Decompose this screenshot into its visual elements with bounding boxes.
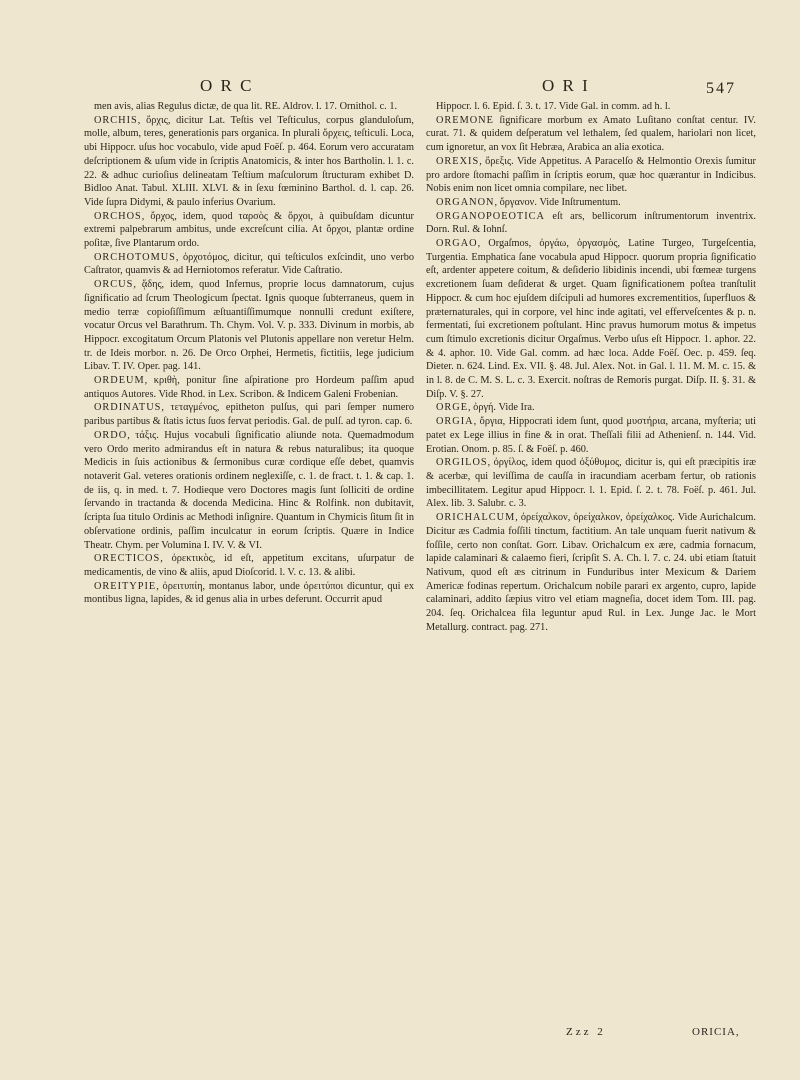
dictionary-entry (426, 237, 756, 401)
dictionary-entry (426, 155, 756, 196)
entry-headword: OREITYPIE (94, 580, 157, 592)
entry-headword: ORGAO (436, 238, 478, 250)
entry-headword: ORCUS (94, 279, 134, 291)
entry-headword: ORGILOS (436, 457, 488, 469)
dictionary-entry (84, 251, 414, 278)
dictionary-entry (426, 100, 756, 114)
dictionary-entry (426, 456, 756, 511)
dictionary-entry (84, 401, 414, 428)
dictionary-entry (84, 100, 414, 114)
entry-headword: ORGIA (436, 416, 474, 428)
entry-text: , ὄρεξις. Vide Appetitus. A Paracelſo & Helmontio Orexis ſumitur pro ardore ſtomachi paſſim in ſcriptis eorum, quæ hoc quærantur in Indicibus. Nobis enim non licet omnia compilare, nec libet. (426, 155, 756, 195)
entry-text: , ὄρχις, dicitur Lat. Teſtis vel Teſticulus, corpus glanduloſum, molle, album, teres, generationis pars organica. In plurali ὄρχεις, teſticuli. Loca, ubi Hippocr. uſus hoc vocabulo, vide apud Foëſ. p. 464. Eorum vero accuratam deſcriptionem & uſum vide in ſcriptis Anatomicis, & inter hos Bartholin. l. 1. c. 22. & adhuc curioſius delineatam Teſtium maſculorum ſtructuram exhibet D. Bidloo Anat. Tabul. XLIII. XLVI. & in ſexu fœminino Barthol. d. l. cap. 26. Vide ſupra Didymi, & paulo inferius Ovarium. (84, 114, 414, 208)
entry-text: , ὄργανον. Vide Inſtrumentum. (494, 196, 621, 208)
dictionary-entry (84, 429, 414, 552)
entry-headword: ORDO (94, 429, 128, 441)
entry-headword: ORCHOTOMUS (94, 251, 176, 263)
dictionary-entry (426, 415, 756, 456)
entry-headword: ORGE (436, 402, 469, 414)
entry-text: , ὄργια, Hippocrati idem ſunt, quod μυστήρια, arcana, myſteria; uti patet ex Lege illius in fine & in orat. Theſſali filii ad Athenienſ. n. 144. Vid. Erotian. Onom. p. 85. ſ. & Foëſ. p. 460. (426, 416, 756, 455)
dictionary-entry (426, 511, 756, 634)
running-head-right: O R I (542, 76, 590, 95)
entry-headword: OREXIS (436, 155, 480, 167)
dictionary-entry (84, 114, 414, 210)
dictionary-entry (84, 210, 414, 251)
entry-text: , ὀρχοτόμος, dicitur, qui teſticulos exſcindit, uno verbo Caſtrator, quamvis & ad Herniotomos referatur. Vide Caſtratio. (84, 251, 414, 277)
catchword: ORICIA, (692, 1026, 740, 1038)
dictionary-entry (84, 580, 414, 607)
entry-text: , ᾅδης, idem, quod Infernus, proprie locus damnatorum, cujus ſignificatio ad ſcrum Theologicum ſpectat. Ignis quoque ſubterraneus, quem in medio terræ copioſiſſimum æſtuantiſſimumque nonnulli credunt exiſtere, vocatur Orcus vel Barathrum. Th. Chym. Vol. V. p. 333. Divinum in morbis, ab Hippocr. excogitatum Orcum Platonis vel Plutonis appellare non veretur Helm. tr. de Ideis morbor. n. 26. De Orco Orphei, Hermetis, fictitiis, lege judicium Libav. T. IV. Oper. pag. 141. (84, 279, 414, 373)
entry-headword: ORCHOS (94, 210, 142, 222)
dictionary-entry (84, 374, 414, 401)
dictionary-entry (84, 552, 414, 579)
entry-text: , τεταγμένος, epitheton pulſus, qui pari ſemper numero paribus partibus & ſtatis ictus ſuos fervat periodis. Gal. de pulſ. ad tyron. cap. 6. (84, 402, 414, 428)
right-column (426, 100, 756, 634)
entry-headword: ORICHALCUM (436, 512, 516, 524)
entry-text: , ὀργή. Vide Ira. (468, 402, 535, 414)
entry-text: , τάξις. Hujus vocabuli ſignificatio aliunde nota. Quemadmodum vero Ordo merito admirandus eſt in natura & rebus naturalibus; ita quoque Medicis in ſuis actionibus & ſermonibus curæ cordique eſſe debet, quamvis notaverit Gal. veteres orationis ordinem neglexiſſe, c. 1. de fract. t. 1. & cap. 1. de iis, q. in med. t. 7. Hodieque vero Doctores magis ſunt ſolliciti de ordine ſervando in tractanda & docenda Medicina. Hinc & Rolfink. non dubitavit, ſcripta ſua titulo Ordinis ac Methodi inſignire. Quantum in Chymicis ſitum ſit in obſervatione ordinis, paſſim inculcatur in eorum ſcriptis. Quære in Indice Theatr. Chym. per Volumina I. IV. V. & VI. (84, 429, 414, 551)
entry-headword: ORDEUM (94, 375, 145, 387)
dictionary-entry (426, 114, 756, 155)
entry-headword: ORECTICOS (94, 553, 161, 565)
entry-text: men avis, alias Regulus dictæ, de qua lit. RE. Aldrov. l. 17. Ornithol. c. 1. (94, 101, 398, 112)
entry-text: , ὀρείχαλκον, ὀρείχαλκον, ὀρείχαλκος. Vide Aurichalcum. Dicitur æs Cadmia foſſili tinctum, factitium. An tale unquam fuerit nativum & foſſile, certo non conſtat. Gorr. Libav. Orichalcum ex ære, cadmia fornacum, lapide calaminari & calaemo fieri, ſcripſit S. A. Ch. l. 7. c. 24. ubi etiam ſtatuit Nativum, quod eſt æs citrinum in Funduribus inter Mexicum & Dariem Americæ fodinas repertum. Orichalcum nobile parari ex argento, cupro, lapide calaminari, addito ſæpius vitro vel etiam magneſia, docet idem Tom. III. pag. 204. ſeq. Orichalcea fila leguntur apud Rul. in Lex. Junge Jac. le Mort Metallurg. contract. pag. 271. (426, 512, 756, 633)
entry-headword: ORCHIS (94, 114, 138, 126)
entry-headword: OREMONE (436, 114, 494, 126)
entry-text: eſt ars, bellicorum inſtrumentorum inventrix. Dorn. Rul. & Iohnſ. (426, 210, 756, 236)
running-header (0, 76, 800, 100)
entry-text: , Orgaſmos, ὀργάω, ὀργασμὸς, Latine Turgeo, Turgeſcentia, Turgentia. Emphatica ſane vocabula apud Hippocr. quorum propria ſignificatio eſt, ardenter appetere coitum, & deſiderio libidinis incendi, ubi fœmeæ turgens excretionem ſuam deſiderat & urget. Quam ſignificationem poſtea tranſtulit Hippocr. & cum hoc ejuſdem diſcipuli ad humores excrementitios, ſuperfluos & præternaturales, qui in corpore, vel hinc inde agitati, vel efferveſcentes & p. n. fermentati, ſui excretionem poſtulant. Hinc pravus humorum motus & impetus cum ſtimulo excretionis dicitur Orgaſmus. Verbo uſus eſt Hippocr. 1. aphor. 22. & 4. aphor. 10. Vide Gal. comm. ad hæc loca. Adde Foëſ. Oec. p. 459. ſeq. Dieter. n. 624. Lind. Ex. VII. §. 48. Jul. Alex. Not. in Gal. l. 11. M. M. c. 15. & in l. 8. de C. M. S. L. c. 3. Exercit. noſtras de Remoris purgat. Diſp. II. §. 31. & Diſp. V. §. 27. (426, 238, 756, 400)
entry-text: Hippocr. l. 6. Epid. ſ. 3. t. 17. Vide Gal. in comm. ad h. l. (436, 101, 671, 112)
dictionary-entry (84, 278, 414, 374)
signature-mark: Zzz 2 (566, 1026, 606, 1038)
entry-text: , ὀρεκτικὸς, id eſt, appetitum excitans, uſurpatur de medicamentis, de vino & aliis, apud Dioſcorid. l. V. c. 13. & alibi. (84, 553, 414, 578)
entry-text: , ὀργίλος, idem quod ὀξύθυμος, dicitur is, qui eſt præcipitis iræ & acerbæ, qui leviſſima de cauſſa in iracundiam acerbam fertur, ob rationis imbecillitatem. Legitur apud Hippocr. l. 1. Epid. ſ. 2. t. 78. Foëſ. p. 461. Jul. Alex. lib. 3. Salubr. c. 3. (426, 457, 756, 510)
entry-text: , κριθὴ, ponitur ſine aſpiratione pro Hordeum paſſim apud antiquos Autores. Vide Rhod. in Lex. Scribon. & Indicem Galeni Frobenian. (84, 375, 414, 400)
running-head-left: O R C (200, 76, 254, 95)
entry-headword: ORGANOPOEOTICA (436, 210, 545, 222)
dictionary-entry (426, 401, 756, 415)
dictionary-entry (426, 210, 756, 237)
dictionary-entry (426, 196, 756, 210)
entry-headword: ORGANON (436, 196, 495, 208)
page-number: 547 (706, 80, 736, 97)
entry-text: , ὀρειτυπίη, montanus labor, unde ὀρειτύποι dicuntur, qui ex montibus ligna, lapides, & id genus alia in urbes deferunt. Occurrit apud (84, 580, 414, 606)
entry-text: , ὄρχος, idem, quod ταρσὸς & ὄρχοι, à quibuſdam dicuntur extremi palpebrarum ambitus, unde excreſcunt cilia. At ὄρχοι, plantæ ordine poſitæ, ſive Plantarum ordo. (84, 210, 414, 250)
left-column (84, 100, 414, 607)
entry-text: ſignificare morbum ex Amato Luſitano conſtat centur. IV. curat. 71. & quidem deſperatum vel lethalem, ſed qualem, hariolari non licet, cum ignoretur, an vox ſit Hebræa, Arabica an alia exotica. (426, 114, 756, 154)
entry-headword: ORDINATUS (94, 402, 162, 414)
